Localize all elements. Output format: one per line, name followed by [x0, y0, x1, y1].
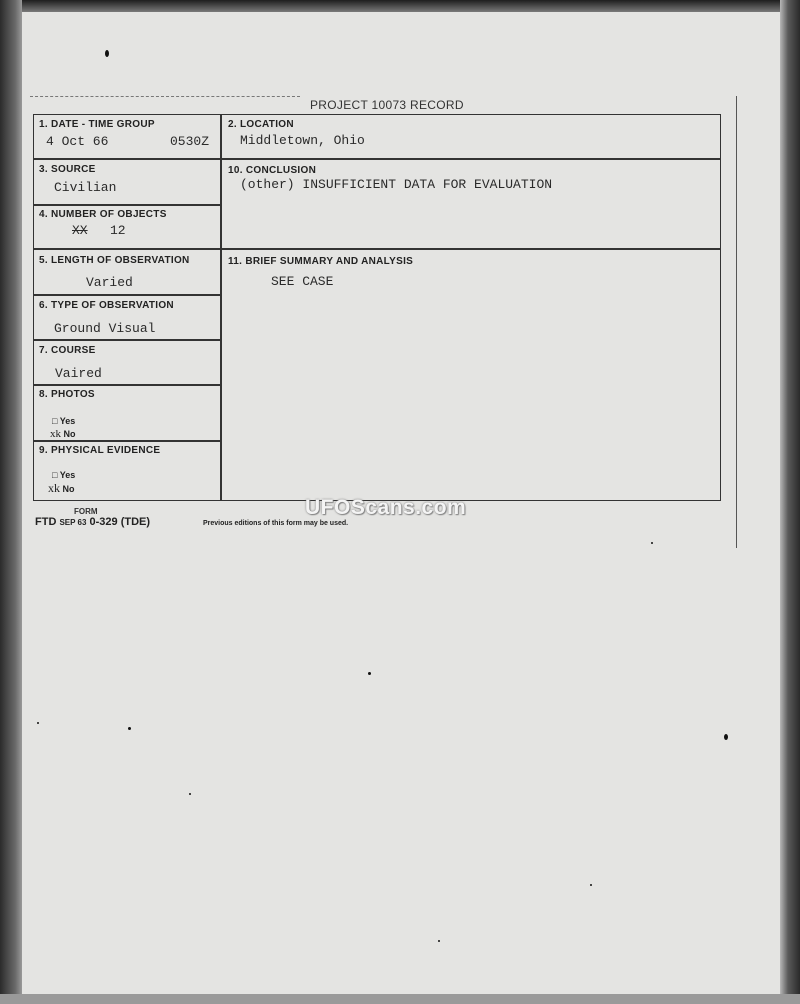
- footer-note: Previous editions of this form may be used.: [203, 520, 349, 527]
- length-of-observation-value: Varied: [86, 275, 133, 290]
- course-label: 7. COURSE: [39, 345, 96, 356]
- length-of-observation-label: 5. LENGTH OF OBSERVATION: [39, 255, 190, 266]
- photos-yes-option: [52, 416, 75, 426]
- row-divider: [33, 204, 221, 206]
- location-value: Middletown, Ohio: [240, 133, 365, 148]
- physical-evidence-yes-option: [52, 470, 75, 480]
- column-divider: [220, 114, 222, 500]
- scan-speck: [590, 884, 592, 886]
- scan-speck: [37, 722, 39, 724]
- type-of-observation-label: 6. TYPE OF OBSERVATION: [39, 300, 174, 311]
- checkbox-icon: □: [52, 470, 58, 480]
- scan-speck: [128, 727, 131, 730]
- watermark: UFOScans.com: [305, 496, 467, 519]
- number-of-objects-label: 4. NUMBER OF OBJECTS: [39, 209, 167, 220]
- scan-speck: [368, 672, 371, 675]
- conclusion-value: (other) INSUFFICIENT DATA FOR EVALUATION: [240, 177, 553, 192]
- summary-label: 11. BRIEF SUMMARY AND ANALYSIS: [228, 256, 414, 267]
- scan-speck: [724, 734, 728, 740]
- scan-speck: [189, 793, 191, 795]
- struck-through-text: XX: [72, 223, 88, 238]
- row-divider: [33, 384, 221, 386]
- scan-speck: [438, 940, 440, 942]
- footer-form-id: [35, 516, 150, 528]
- page-bottom-edge: [0, 994, 800, 1004]
- date-value: 4 Oct 66: [46, 134, 109, 149]
- location-label: 2. LOCATION: [228, 119, 294, 130]
- checkbox-icon: □: [52, 416, 58, 426]
- row-divider: [33, 440, 221, 442]
- conclusion-label: 10. CONCLUSION: [228, 165, 317, 176]
- page-left-edge: [0, 0, 22, 1004]
- physical-evidence-check-mark: xk: [48, 481, 60, 495]
- right-margin-line: [736, 96, 737, 548]
- footer-form-label: FORM: [74, 507, 98, 516]
- summary-value: SEE CASE: [271, 274, 334, 289]
- footer-form-number: FTD: [35, 516, 57, 528]
- photos-no-label: No: [63, 429, 76, 439]
- source-value: Civilian: [54, 180, 117, 195]
- source-label: 3. SOURCE: [39, 164, 96, 175]
- physical-evidence-no-label: No: [62, 484, 75, 494]
- row-divider: [33, 294, 221, 296]
- time-value: 0530Z: [170, 134, 210, 149]
- form-title: PROJECT 10073 RECORD: [310, 98, 464, 112]
- type-of-observation-value: Ground Visual: [54, 321, 156, 336]
- photos-no-option: [50, 428, 76, 440]
- number-of-objects-value: 12: [110, 223, 126, 238]
- date-time-label: 1. DATE - TIME GROUP: [39, 119, 155, 130]
- page-top-edge: [0, 0, 800, 12]
- scan-speck: [651, 542, 653, 544]
- physical-evidence-label: 9. PHYSICAL EVIDENCE: [39, 445, 161, 456]
- row-divider: [33, 158, 721, 160]
- photos-yes-label: Yes: [59, 416, 76, 426]
- physical-evidence-no-option: [48, 481, 75, 496]
- page-right-edge: [780, 0, 800, 1004]
- photos-check-mark: xk: [50, 428, 61, 440]
- row-divider: [33, 339, 221, 341]
- footer-form-date: SEP 63: [59, 518, 87, 527]
- physical-evidence-yes-label: Yes: [59, 470, 76, 480]
- course-value: Vaired: [55, 366, 102, 381]
- top-dashed-line: [30, 96, 300, 97]
- footer-form-code: 0-329 (TDE): [89, 516, 151, 528]
- row-divider: [33, 248, 721, 250]
- photos-label: 8. PHOTOS: [39, 389, 95, 400]
- scan-speck: [105, 50, 109, 57]
